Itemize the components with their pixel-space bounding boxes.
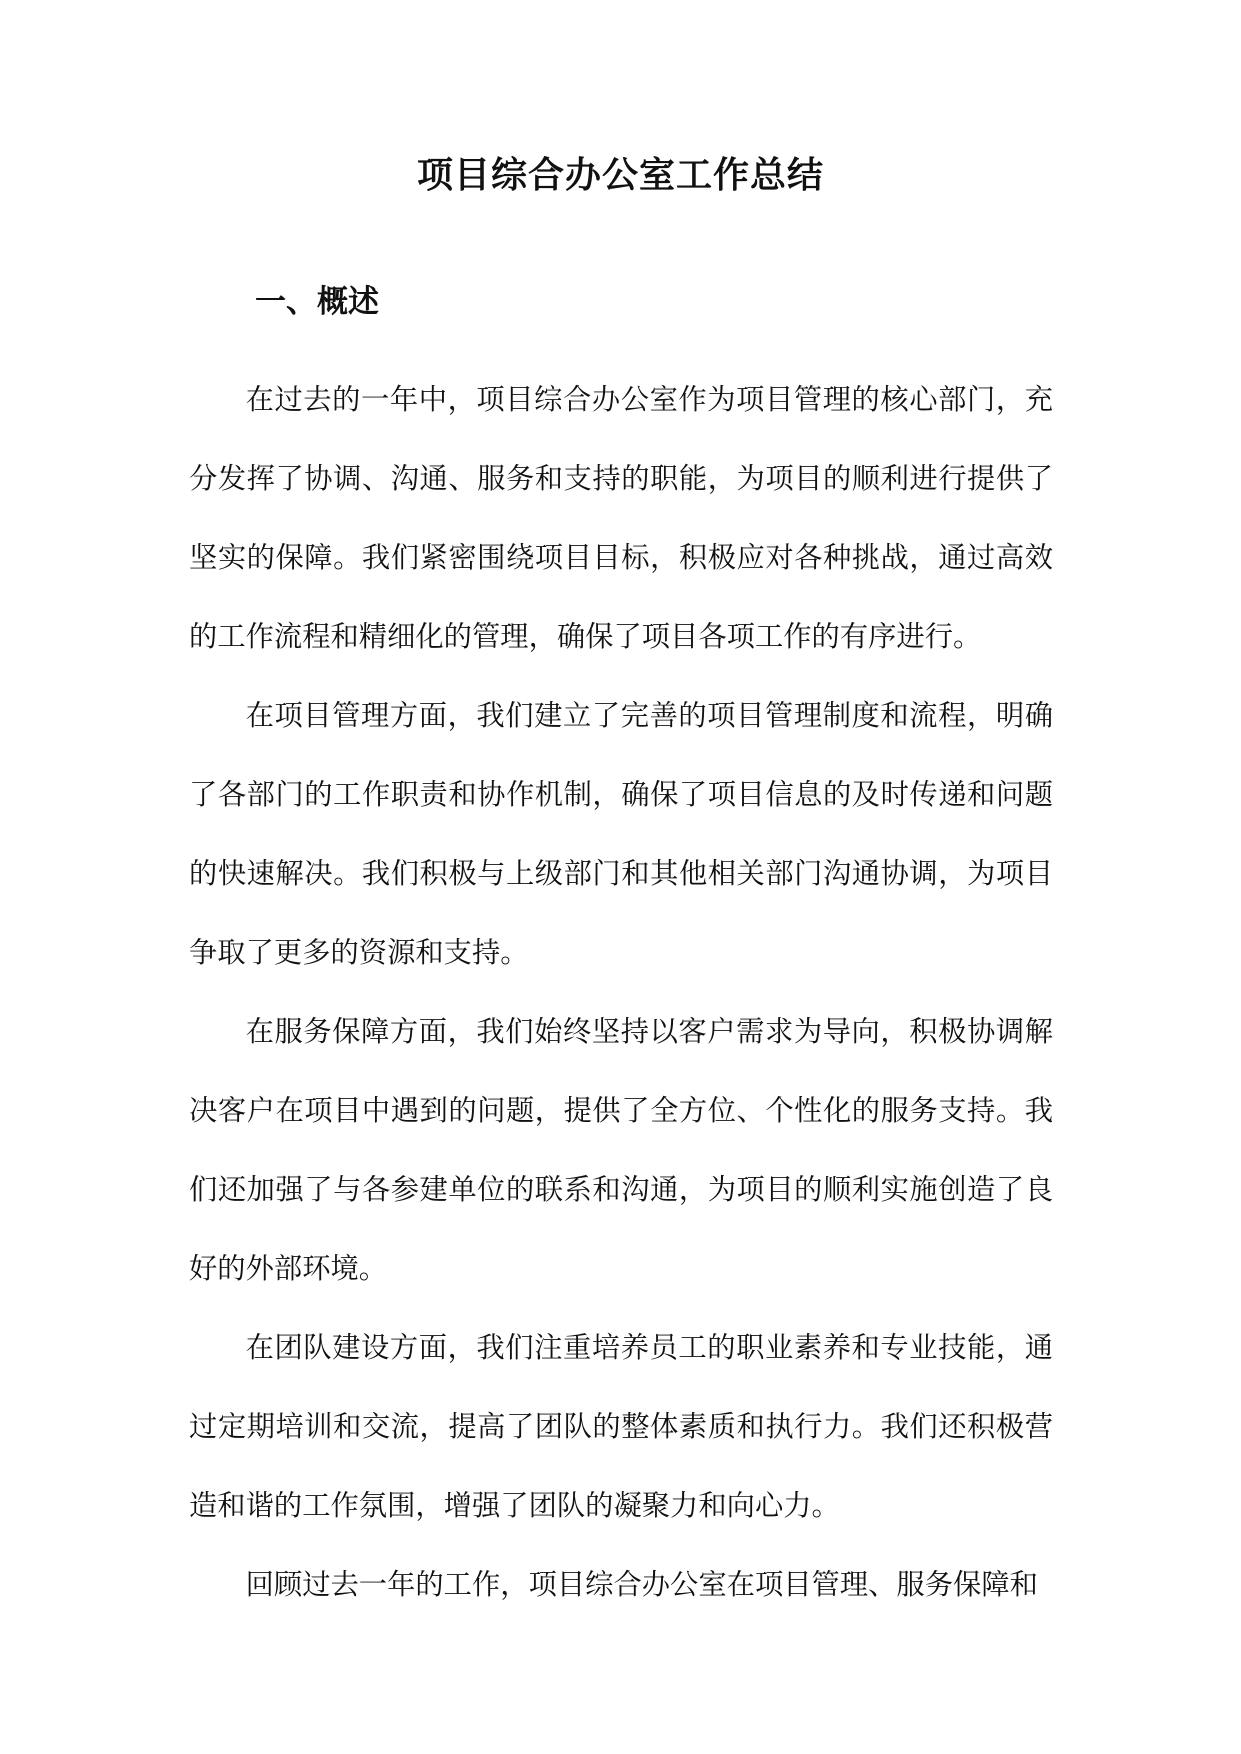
section-heading-overview: 一、概述 <box>255 284 379 320</box>
paragraph-review: 回顾过去一年的工作，项目综合办公室在项目管理、服务保障和 <box>245 1568 1038 1601</box>
paragraph-intro: 在过去的一年中，项目综合办公室作为项目管理的核心部门，充分发挥了协调、沟通、服务和支持的职能，为项目的顺利进行提供了坚实的保障。我们紧密围绕项目目标，积极应对各种挑战，通过高效的工作流程和精细化的管理，确保了项目各项工作的有序进行。 <box>189 383 1053 653</box>
paragraph-project-management: 在项目管理方面，我们建立了完善的项目管理制度和流程，明确了各部门的工作职责和协作机制，确保了项目信息的及时传递和问题的快速解决。我们积极与上级部门和其他相关部门沟通协调，为项目争取了更多的资源和支持。 <box>189 699 1053 969</box>
paragraph-team-building: 在团队建设方面，我们注重培养员工的职业素养和专业技能，通过定期培训和交流，提高了团队的整体素质和执行力。我们还积极营造和谐的工作氛围，增强了团队的凝聚力和向心力。 <box>189 1331 1053 1522</box>
document-body <box>189 360 1053 1624</box>
paragraph-service-support: 在服务保障方面，我们始终坚持以客户需求为导向，积极协调解决客户在项目中遇到的问题，提供了全方位、个性化的服务支持。我们还加强了与各参建单位的联系和沟通，为项目的顺利实施创造了良好的外部环境。 <box>189 1015 1053 1285</box>
document-title: 项目综合办公室工作总结 <box>416 154 824 196</box>
